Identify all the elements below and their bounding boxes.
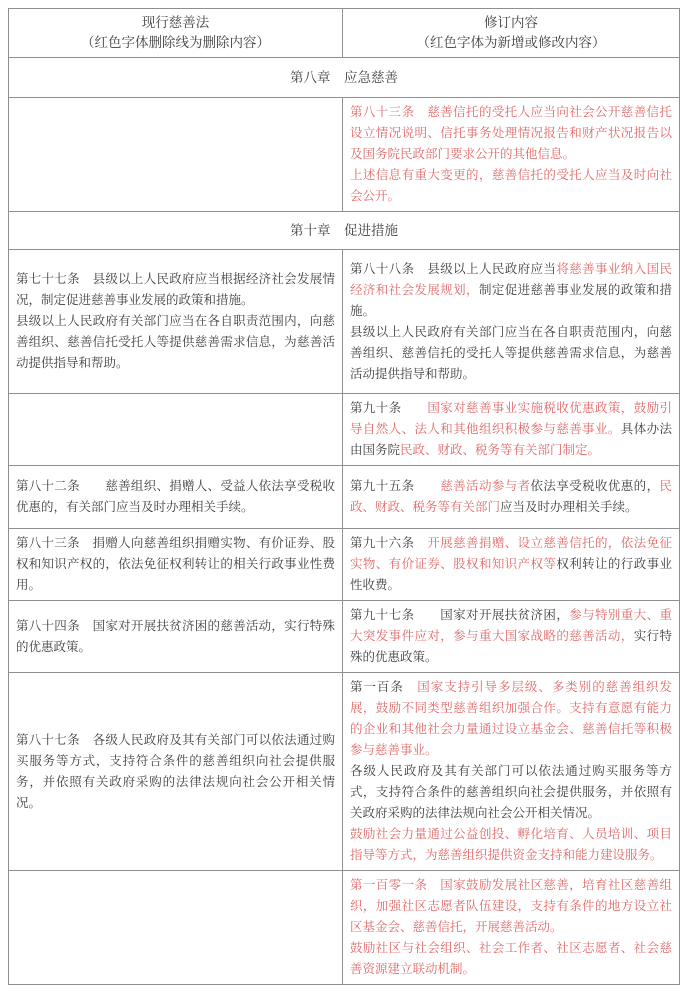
compare-row: [9, 601, 680, 673]
revised-content-legend: （红色字体为新增或修改内容）: [416, 35, 606, 50]
compare-row: [9, 250, 680, 394]
table-header: [9, 9, 680, 58]
law-paragraph: [16, 616, 335, 658]
law-paragraph: [350, 605, 672, 668]
text-segment: 第八十八条 县级以上人民政府应当: [350, 261, 557, 276]
text-segment: 第九十条: [350, 401, 428, 415]
revised-law-cell: [343, 673, 680, 871]
revised-law-cell: [343, 601, 680, 673]
text-segment: 各级人民政府及其有关部门可以依法通过购买服务等方式，支持符合条件的慈善组织向社会提供服务，并依照有关政府采购的法律法规向社会公开相关情况。: [350, 764, 672, 820]
compare-row: [9, 673, 680, 871]
current-law-cell: [9, 673, 343, 871]
revised-text-segment: 上述信息有重大变更的，慈善信托的受托人应当及时向社会公开。: [350, 168, 672, 203]
compare-row: [9, 466, 680, 529]
revised-text-segment: 将慈善事业纳入国民经济和社会发展规划，: [350, 261, 672, 297]
compare-row: [9, 98, 680, 212]
text-segment: 第九十七条 国家对开展扶贫济困，: [350, 608, 570, 622]
text-segment: 依法享受税收优惠的，: [530, 479, 660, 493]
revised-text-segment: 国家支持引导多层级、多类别的慈善组织发展，鼓励不同类型慈善组织加强合作。支持有意愿有能力的企业和其他社会力量通过设立基金会、慈善信托等积极参与慈善事业。: [350, 680, 672, 757]
law-paragraph: [350, 875, 672, 938]
compare-row: [9, 529, 680, 601]
text-segment: 权利转让的行政事业性收费。: [350, 557, 672, 592]
law-paragraph: [350, 533, 672, 596]
current-law-title: 现行慈善法: [141, 15, 210, 30]
text-segment: 制定促进慈善事业发展的政策和措施。: [350, 282, 672, 318]
text-segment: 实行特殊的优惠政策。: [350, 629, 672, 664]
current-law-cell: [9, 394, 343, 466]
current-law-legend: （红色字体删除线为删除内容）: [81, 35, 270, 50]
text-segment: 县级以上人民政府有关部门应当在各自职责范围内，向慈善组织、慈善信托的受托人等提供慈善需求信息，为慈善活动提供指导和帮助。: [350, 324, 672, 381]
compare-row: [9, 871, 680, 985]
header-row: [9, 9, 680, 58]
law-paragraph: [350, 938, 672, 980]
chapter-row: [9, 58, 680, 98]
law-paragraph: [350, 824, 672, 866]
revised-text-segment: 开展慈善捐赠、设立慈善信托的，依法免征实物、有价证券、股权和知识产权等: [350, 536, 672, 571]
revised-law-cell: [343, 394, 680, 466]
text-segment: 第九十六条: [350, 536, 428, 550]
current-law-cell: [9, 529, 343, 601]
law-paragraph: [16, 476, 335, 518]
law-comparison-table: [8, 8, 680, 985]
current-law-cell: [9, 871, 343, 985]
revised-text-segment: 第一百零一条 国家鼓励发展社区慈善，培育社区慈善组织，加强社区志愿者队伍建设，支持有条件的地方设立社区基金会、慈善信托，开展慈善活动。: [350, 878, 672, 934]
law-paragraph: [350, 476, 672, 518]
law-paragraph: [16, 311, 335, 374]
text-segment: 第八十七条 各级人民政府及其有关部门可以依法通过购买服务等方式，支持符合条件的慈善组织向社会提供服务，并依照有关政府采购的法律法规向社会公开相关情况。: [16, 732, 335, 810]
law-paragraph: [16, 533, 335, 596]
law-paragraph: [350, 165, 672, 207]
revised-text-segment: 第八十三条 慈善信托的受托人应当向社会公开慈善信托设立情况说明、信托事务处理情况报告和财产状况报告以及国务院民政部门要求公开的其他信息。: [350, 105, 672, 161]
revised-text-segment: 慈善活动参与者: [440, 479, 531, 493]
text-segment: 第七十七条 县级以上人民政府应当根据经济社会发展情况，制定促进慈善事业发展的政策和措施。: [16, 272, 335, 307]
text-segment: 第八十二条 慈善组织、捐赠人、受益人依法享受税收优惠的，有关部门应当及时办理相关手续。: [16, 479, 335, 514]
law-paragraph: [16, 269, 335, 311]
revised-text-segment: 民政、财政、税务等有关部门: [350, 479, 672, 514]
text-segment: 第八十三条 捐赠人向慈善组织捐赠实物、有价证券、股权和知识产权的，依法免征权利转让的相关行政事业性费用。: [16, 536, 335, 592]
revised-text-segment: 鼓励社会力量通过公益创投、孵化培育、人员培训、项目指导等方式，为慈善组织提供资金支持和能力建设服务。: [350, 827, 672, 862]
text-segment: 应当及时办理相关手续。: [500, 500, 638, 514]
text-segment: 第九十五条: [350, 479, 441, 493]
current-law-cell: [9, 98, 343, 212]
text-segment: 第一百条: [350, 680, 418, 694]
law-paragraph: [350, 102, 672, 165]
table-body: [9, 58, 680, 985]
compare-row: [9, 394, 680, 466]
law-paragraph: [16, 730, 335, 814]
law-paragraph: [350, 761, 672, 824]
text-segment: 第八十四条 国家对开展扶贫济困的慈善活动，实行特殊的优惠政策。: [16, 618, 335, 654]
chapter-heading: 第十章 促进措施: [9, 212, 680, 250]
revised-law-cell: [343, 466, 680, 529]
law-paragraph: [350, 259, 672, 322]
text-segment: 具体办法由国务院: [350, 422, 672, 457]
current-law-cell: [9, 250, 343, 394]
revised-content-header: [343, 9, 680, 58]
law-paragraph: [350, 677, 672, 761]
revised-text-segment: 鼓励社区与社会组织、社会工作者、社区志愿者、社会慈善资源建立联动机制。: [350, 941, 672, 976]
law-paragraph: [350, 398, 672, 461]
text-segment: 县级以上人民政府有关部门应当在各自职责范围内，向慈善组织、慈善信托受托人等提供慈善需求信息，为慈善活动提供指导和帮助。: [16, 314, 335, 370]
revised-text-segment: 民政、财政、税务等有关部门制定。: [400, 443, 601, 457]
current-law-cell: [9, 601, 343, 673]
revised-content-title: 修订内容: [484, 15, 538, 30]
revised-law-cell: [343, 98, 680, 212]
revised-law-cell: [343, 871, 680, 985]
current-law-header: [9, 9, 343, 58]
chapter-heading: 第八章 应急慈善: [9, 58, 680, 98]
revised-law-cell: [343, 250, 680, 394]
revised-text-segment: 参与特别重大、重大突发事件应对，参与重大国家战略的慈善活动，: [350, 608, 672, 643]
revised-law-cell: [343, 529, 680, 601]
law-paragraph: [350, 322, 672, 385]
revised-text-segment: 国家对慈善事业实施税收优惠政策，鼓励引导自然人、法人和其他组织积极参与慈善事业。: [350, 401, 672, 436]
chapter-row: [9, 212, 680, 250]
current-law-cell: [9, 466, 343, 529]
